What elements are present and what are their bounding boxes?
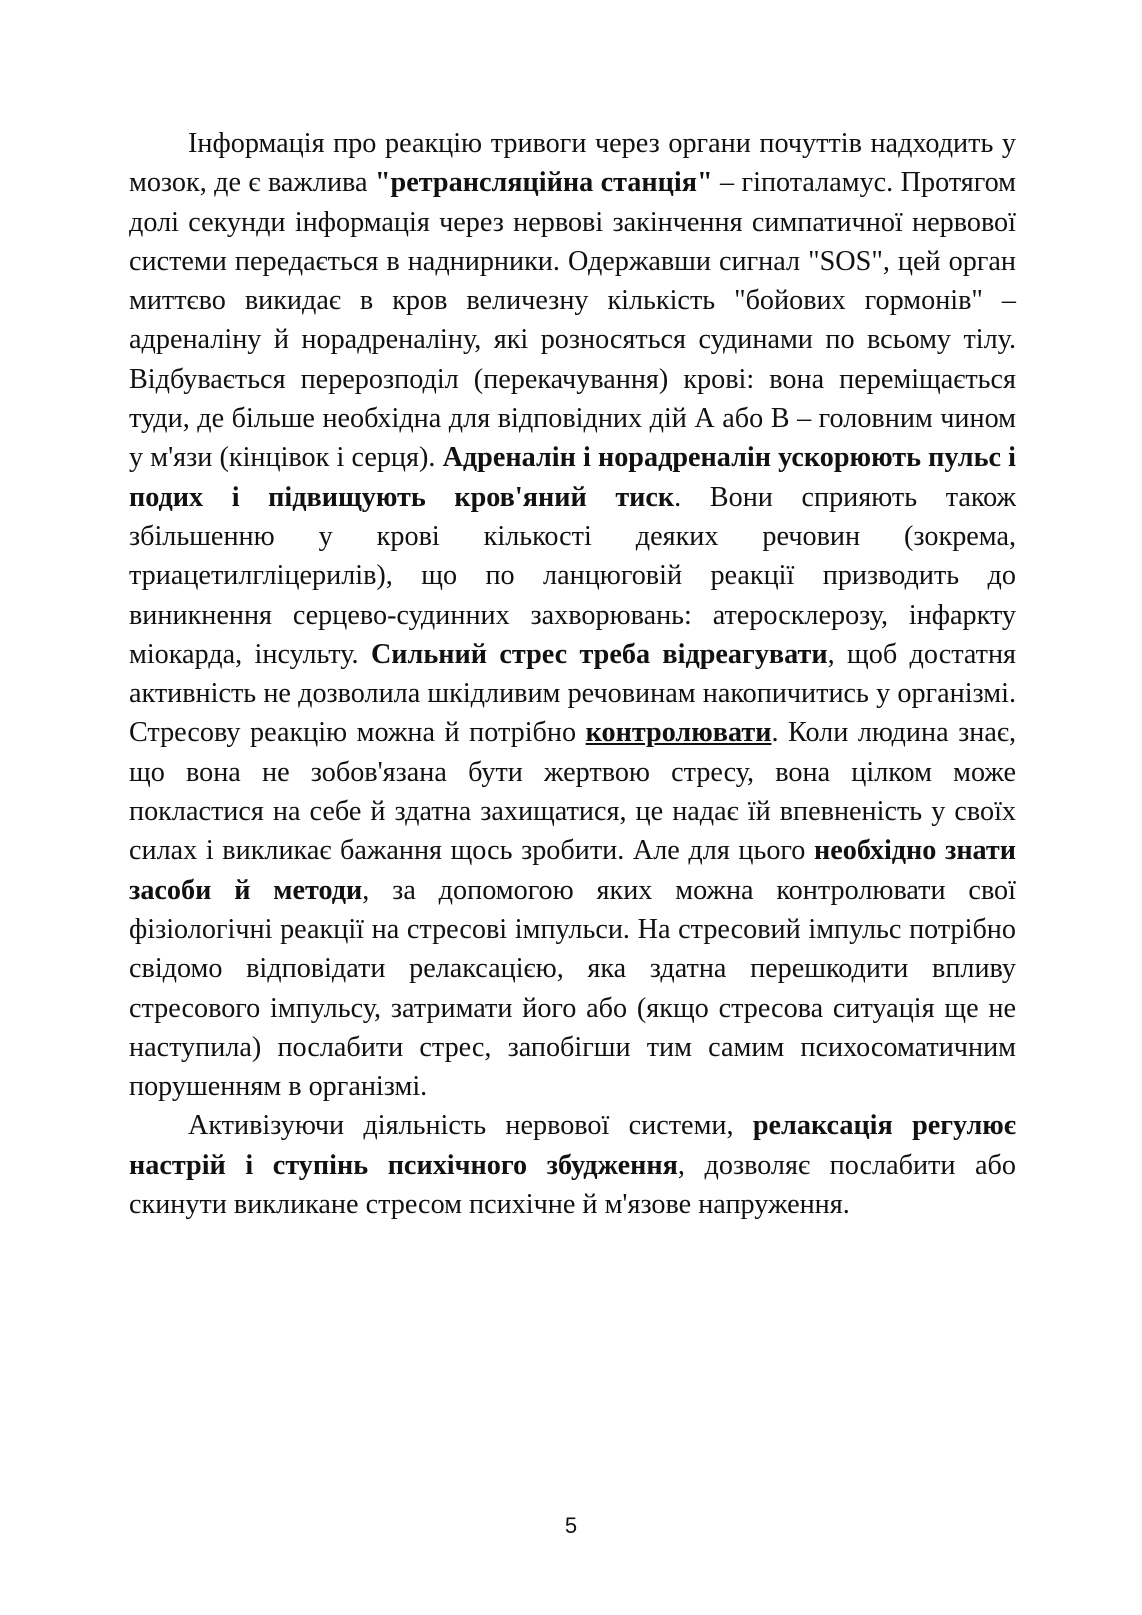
bold-statement-methods: необхідно знати засоби й методи: [129, 835, 1017, 906]
page-number: 5: [564, 1513, 578, 1538]
paragraph-2: [129, 1106, 1016, 1224]
bold-term-relay-station: "ретрансляційна станція": [374, 167, 713, 199]
bold-statement-strong-stress: Сильний стрес треба відреагувати: [370, 638, 828, 670]
text-run: , за допомогою яких можна контролювати свої фізіологічні реакції на стресові імпульси. На стресовий імпульс потрібно свідомо відповідати релаксацією, яка здатна перешкодити впливу стресового імпульсу, затримати його або (якщо стресова ситуація ще не наступила) послабити стрес, запобігши тим самим психосоматичним порушенням в організмі.: [129, 874, 1016, 1103]
bold-underlined-control: контролювати: [585, 717, 772, 749]
text-run: . Коли людина знає, що вона не зобов'язана бути жертвою стресу, вона цілком може покластися на себе й здатна захищатися, це надає їй впевненість у своїх силах і викликає бажання щось зробити. Але для цього: [129, 717, 1017, 867]
paragraph-1: [129, 124, 1016, 1106]
bold-statement-adrenaline: Адреналін і норадреналін ускорюють пульс і подих і підвищують кров'яний тиск: [129, 442, 1016, 513]
text-run: , щоб достатня активність не дозволила шкідливим речовинам накопичитись у організмі. Стресову реакцію можна й потрібно: [129, 638, 1017, 749]
text-run: , дозволяє послабити або скинути викликане стресом психічне й м'язове напруження.: [129, 1149, 1016, 1221]
text-run: Інформація про реакцію тривоги через органи почуттів надходить у мозок, де є важлива: [129, 128, 1016, 199]
bold-statement-relaxation: релаксація регулює настрій і ступінь психічного збудження: [129, 1110, 1016, 1181]
text-run: . Вони сприяють також збільшенню у крові кількості деяких речовин (зокрема, триацетилгліцерилів), що по ланцюговій реакції призводить до виникнення серцево-судинних захворювань: атеросклерозу, інфаркту міокарда, інсульту.: [129, 481, 1016, 670]
body-text: [129, 124, 1016, 1224]
text-run: Активізуючи діяльність нервової системи,: [188, 1110, 753, 1142]
text-run: – гіпоталамус. Протягом долі секунди інформація через нервові закінчення симпатичної нервової системи передається в наднирники. Одержавши сигнал "SOS", цей орган миттєво викидає в кров величезну кількість "бойових гормонів" – адреналіну й норадреналіну, які розносяться судинами по всьому тілу. Відбувається перерозподіл (перекачування) крові: вона переміщається туди, де більше необхідна для відповідних дій А або В – головним чином у м'язи (кінцівок і серця).: [129, 167, 1016, 474]
